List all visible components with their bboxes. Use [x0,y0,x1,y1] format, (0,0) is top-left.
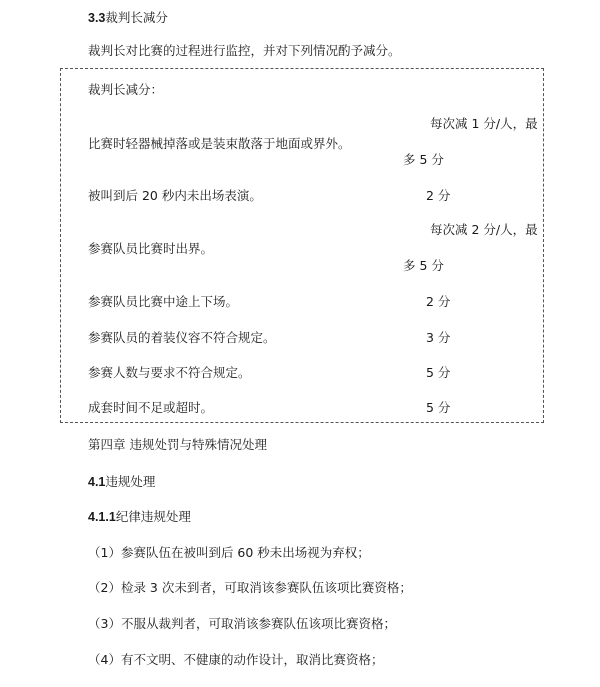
table-row-penalty: 5 分 [426,400,451,415]
table-row-penalty-cont: 多 5 分 [403,152,444,167]
table-row-item: 参赛队员比赛时出界。 [88,241,214,256]
section-heading-3-3 [88,8,168,26]
rule-item: （3）不服从裁判者，可取消该参赛队伍该项比赛资格； [88,616,396,631]
table-row-penalty: 每次减 1 分/人，最 [430,116,538,131]
intro-paragraph: 裁判长对比赛的过程进行监控，并对下列情况酌予减分。 [88,43,401,58]
rule-item: （2）检录 3 次未到者，可取消该参赛队伍该项比赛资格； [88,580,412,595]
section-title: 纪律违规处理 [115,509,191,524]
section-number: 3.3 [88,11,106,25]
section-title: 裁判长减分 [105,10,168,25]
table-heading: 裁判长减分： [88,82,164,97]
section-title: 违规处理 [105,474,156,489]
table-row-item: 比赛时轻器械掉落或是装束散落于地面或界外。 [88,136,351,151]
rule-item: （4）有不文明、不健康的动作设计，取消比赛资格； [88,652,384,667]
table-row-item: 被叫到后 20 秒内未出场表演。 [88,188,262,203]
table-row-item: 参赛队员的着装仪容不符合规定。 [88,330,276,345]
table-row-penalty: 2 分 [426,188,451,203]
section-number: 4.1.1 [88,510,116,524]
table-row-item: 参赛人数与要求不符合规定。 [88,365,251,380]
rule-item: （1）参赛队伍在被叫到后 60 秒未出场视为弃权； [88,545,370,560]
table-row-penalty: 5 分 [426,365,451,380]
table-row-item: 成套时间不足或超时。 [88,400,214,415]
table-row-penalty-cont: 多 5 分 [403,258,444,273]
chapter-heading: 第四章 违规处罚与特殊情况处理 [88,437,267,452]
table-row-penalty: 每次减 2 分/人，最 [430,222,538,237]
section-heading-4-1 [88,472,155,490]
table-row-penalty: 3 分 [426,330,451,345]
table-row-penalty: 2 分 [426,294,451,309]
section-heading-4-1-1 [88,507,191,525]
table-row-item: 参赛队员比赛中途上下场。 [88,294,239,309]
section-number: 4.1 [88,475,106,489]
